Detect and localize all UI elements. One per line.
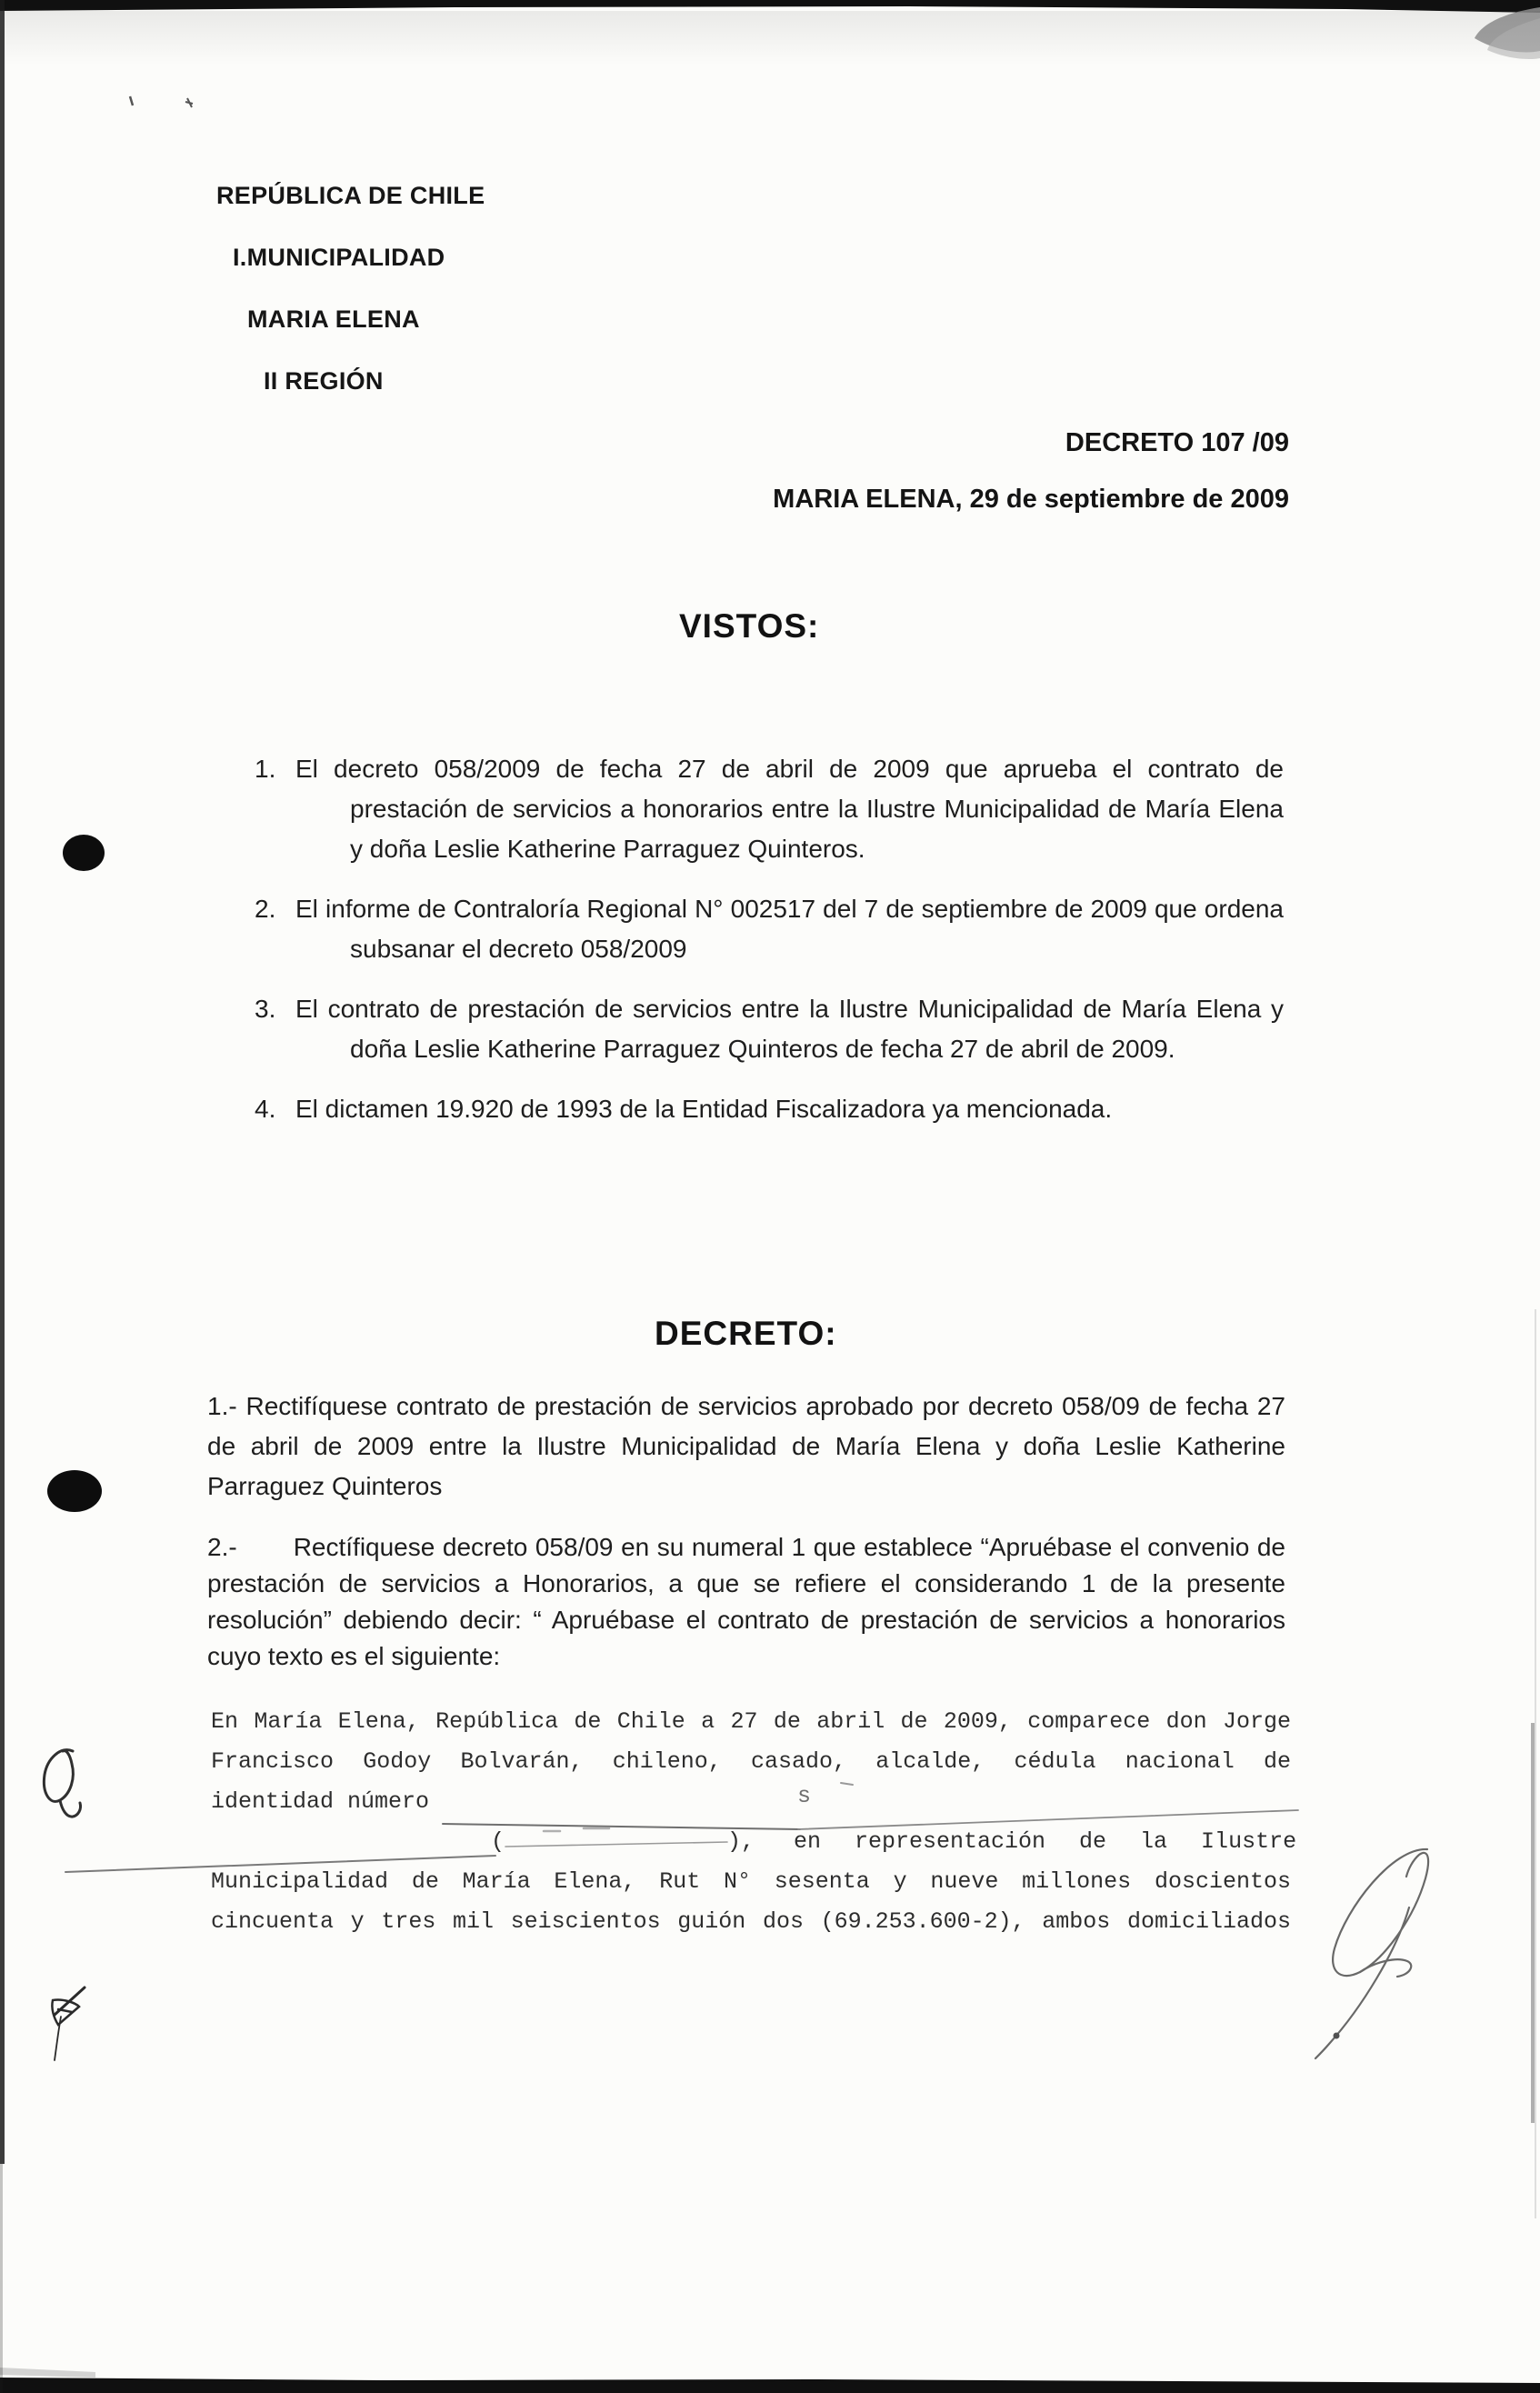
bottom-left-smudge — [0, 2368, 95, 2378]
contract-line-4 — [211, 1822, 1297, 1862]
decreto-paragraph-2 — [207, 1529, 1285, 1675]
margin-scribble-loop — [44, 1750, 80, 1817]
black-punch-dot-lower — [47, 1470, 102, 1512]
item-text: El contrato de prestación de servicios entre la Ilustre Municipalidad de María Elena y doña Leslie Katherine Parraguez Quinteros de fecha 27 de abril de 2009. — [295, 995, 1284, 1063]
close-paren: ), — [727, 1828, 755, 1855]
faint-letter: s — [797, 1783, 812, 1809]
paragraph-text: Rectífiquese decreto 058/09 en su numeral 1 que establece “Apruébase el convenio de prestación de servicios a Honorarios, a que se refiere el considerando 1 de la presente resolución” debiendo decir: “ Apruébase el contrato de prestación de servicios a honorarios cuyo texto es el siguiente: — [207, 1533, 1285, 1670]
paragraph-number: 2.- — [207, 1533, 237, 1561]
letterhead-republic: REPÚBLICA DE CHILE — [216, 182, 485, 209]
margin-scribble-flag — [52, 1987, 85, 2060]
contract-line-6: cincuenta y tres mil seiscientos guión dos (69.253.600-2), ambos domiciliados — [211, 1908, 1291, 1935]
item-text: El informe de Contraloría Regional N° 002517 del 7 de septiembre de 2009 que ordena subsanar el decreto 058/2009 — [295, 895, 1284, 963]
identity-label: identidad número — [211, 1788, 430, 1815]
decree-number: DECRETO 107 /09 — [1065, 428, 1289, 457]
item-number: 1. — [255, 755, 276, 783]
scan-edge-right — [1531, 1723, 1535, 2123]
letterhead-region: II REGIÓN — [264, 367, 384, 395]
ink-speck — [130, 96, 133, 105]
contract-line-1: En María Elena, República de Chile a 27 de abril de 2009, comparece don Jorge — [211, 1708, 1291, 1735]
contract-line-3 — [211, 1782, 1291, 1822]
black-punch-dot-upper — [63, 835, 105, 871]
signature-stroke — [1315, 1849, 1428, 2058]
scan-edge-left-faint — [0, 2164, 3, 2393]
item-number: 3. — [255, 995, 276, 1023]
representation-text: en representación de la Ilustre — [794, 1828, 1297, 1855]
decreto-paragraph-1: 1.- Rectifíquese contrato de prestación de servicios aprobado por decreto 058/09 de fecha 27 de abril de 2009 entre la Ilustre Municipalidad de María Elena y doña Leslie Katherine Parraguez Quinteros — [207, 1392, 1285, 1500]
contract-typewriter-block — [211, 1702, 1297, 1942]
item-number: 4. — [255, 1095, 276, 1123]
scan-edge-bottom — [0, 2378, 1540, 2393]
item-text: El decreto 058/2009 de fecha 27 de abril de 2009 que aprueba el contrato de prestación de servicios a honorarios entre la Ilustre Municipalidad de María Elena y doña Leslie Katherine Parraguez Quinteros. — [295, 755, 1284, 863]
open-paren: ( — [491, 1828, 505, 1855]
vistos-list — [255, 749, 1284, 1149]
scan-edge-left — [0, 0, 5, 2164]
contract-line-2: Francisco Godoy Bolvarán, chileno, casado, alcalde, cédula nacional de — [211, 1748, 1291, 1775]
item-text: El dictamen 19.920 de 1993 de la Entidad Fiscalizadora ya mencionada. — [295, 1095, 1113, 1123]
letterhead-city: MARIA ELENA — [247, 305, 420, 333]
item-number: 2. — [255, 895, 276, 923]
scan-edge-right-faint — [1535, 1309, 1536, 2218]
ink-speck — [185, 98, 193, 107]
letterhead-municipality: I.MUNICIPALIDAD — [233, 244, 445, 271]
scan-shading — [0, 11, 1540, 65]
vistos-item-3 — [255, 989, 1284, 1069]
vistos-item-2 — [255, 889, 1284, 969]
decree-dateline: MARIA ELENA, 29 de septiembre de 2009 — [773, 485, 1289, 514]
contract-line-5: Municipalidad de María Elena, Rut N° sesenta y nueve millones doscientos — [211, 1868, 1291, 1895]
vistos-item-1 — [255, 749, 1284, 869]
vistos-heading: VISTOS: — [679, 607, 820, 645]
decreto-heading: DECRETO: — [655, 1315, 837, 1352]
vistos-item-4 — [255, 1089, 1284, 1129]
